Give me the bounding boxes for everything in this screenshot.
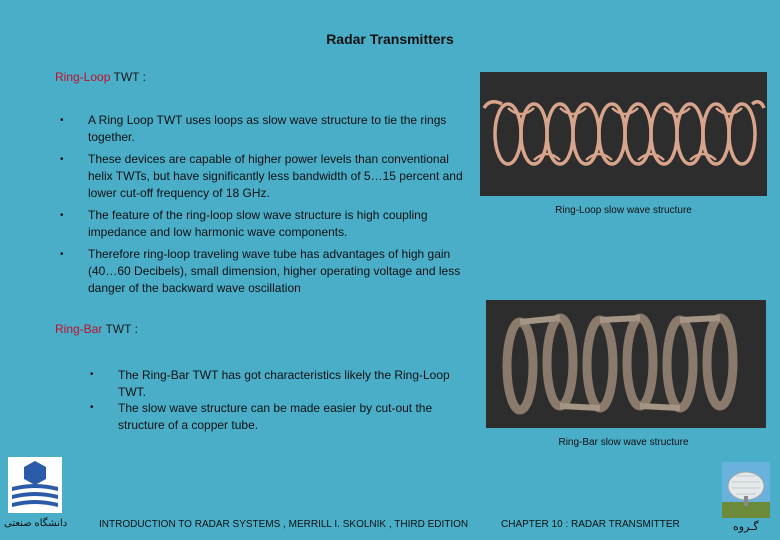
ring-loop-heading-label: Ring-Loop (55, 70, 111, 84)
footer-reference: INTRODUCTION TO RADAR SYSTEMS , MERRILL I. SKOLNIK , THIRD EDITION (99, 519, 469, 530)
ring-bar-bar (680, 318, 720, 320)
ring-bar-heading-suffix: TWT : (102, 322, 138, 336)
ring-bar-bar (520, 318, 560, 322)
corner-label: گـروه (733, 521, 759, 533)
ring-bar-bar (560, 406, 600, 408)
ring-bar-ring (707, 318, 733, 406)
bullet-text: The feature of the ring-loop slow wave structure is high coupling impedance and low harmonic wave components. (88, 208, 428, 239)
list-item (90, 400, 460, 433)
ring-bar-heading (55, 322, 138, 336)
university-name: دانشگاه صنعتی (4, 518, 68, 529)
list-item (60, 151, 465, 202)
radar-dish-graphic (722, 462, 770, 518)
ring-loop-heading (55, 70, 146, 84)
ring-loop-bullet-list (60, 112, 465, 302)
bullet-icon: • (60, 210, 64, 221)
bullet-icon: • (90, 402, 94, 413)
bullet-icon: • (60, 115, 64, 126)
ring-bar-bar (640, 406, 680, 408)
ring-loop-lead (484, 102, 502, 108)
bullet-icon: • (60, 154, 64, 165)
list-item (90, 367, 460, 400)
slide-title: Radar Transmitters (326, 31, 454, 47)
ring-loop-caption: Ring-Loop slow wave structure (555, 205, 692, 216)
ring-loop-lead (752, 102, 764, 108)
ring-bar-image (486, 300, 766, 428)
bullet-text: The Ring-Bar TWT has got characteristics likely the Ring-Loop TWT. (118, 368, 450, 399)
list-item (60, 112, 465, 146)
list-item (60, 246, 465, 297)
ring-bar-bar (600, 318, 640, 320)
ring-loop-illustration (480, 72, 767, 196)
ring-bar-ring (547, 318, 573, 406)
ring-bar-ring (507, 322, 533, 410)
university-logo-icon (8, 457, 62, 513)
ring-bar-ring (627, 318, 653, 406)
ring-bar-heading-label: Ring-Bar (55, 322, 103, 336)
university-logo-graphic (8, 457, 62, 513)
ring-bar-bullet-list (90, 367, 460, 438)
bullet-text: These devices are capable of higher power levels than conventional helix TWTs, but have significantly less bandwidth of 5…15 percent and lower cut-off frequency of 18 GHz. (88, 152, 463, 200)
ring-bar-caption: Ring-Bar slow wave structure (558, 437, 689, 448)
bullet-text: The slow wave structure can be made easier by cut-out the structure of a copper tube. (118, 401, 433, 432)
bullet-text: Therefore ring-loop traveling wave tube has advantages of high gain (40…60 Decibels), small dimension, higher operating voltage and less danger of the backward wave oscillation (88, 247, 461, 295)
bullet-text: A Ring Loop TWT uses loops as slow wave structure to tie the rings together. (88, 113, 447, 144)
list-item (60, 207, 465, 241)
footer-chapter: CHAPTER 10 : RADAR TRANSMITTER (501, 519, 680, 530)
ring-bar-ring (587, 320, 613, 408)
bullet-icon: • (90, 369, 94, 380)
ring-loop-heading-suffix: TWT : (110, 70, 146, 84)
radar-dish-photo (722, 462, 770, 518)
ring-bar-ring (667, 320, 693, 408)
ring-bar-illustration (486, 300, 766, 428)
bullet-icon: • (60, 249, 64, 260)
ring-loop-image (480, 72, 767, 196)
